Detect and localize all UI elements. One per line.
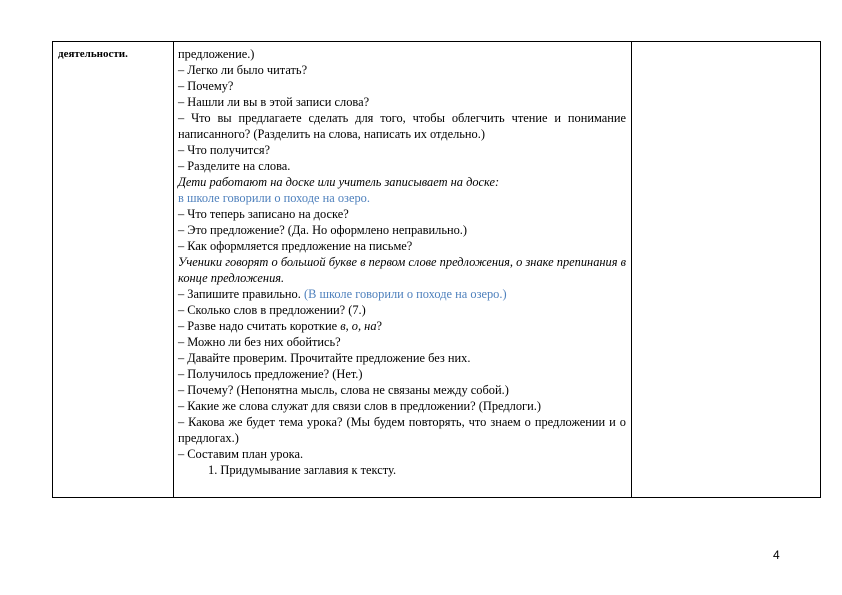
text-line: – Сколько слов в предложении? (7.) <box>178 303 366 317</box>
text-line: – Как оформляется предложение на письме? <box>178 239 413 253</box>
text-line: – Давайте проверим. Прочитайте предложение без них. <box>178 351 471 365</box>
column-divider <box>631 42 632 497</box>
lesson-table <box>52 41 821 498</box>
text-line: – Можно ли без них обойтись? <box>178 335 341 349</box>
page-number: 4 <box>773 548 780 562</box>
text-fragment: – Разве надо считать короткие <box>178 319 338 333</box>
text-line <box>178 286 626 302</box>
text-line <box>178 318 626 334</box>
text-line: – Получилось предложение? (Нет.) <box>178 367 363 381</box>
text-line: – Почему? (Непонятна мысль, слова не связаны между собой.) <box>178 383 509 397</box>
text-line: – Разделите на слова. <box>178 159 291 173</box>
text-line: – Это предложение? (Да. Но оформлено неправильно.) <box>178 223 468 237</box>
text-line: – Почему? <box>178 79 234 93</box>
text-line: – Что вы предлагаете сделать для того, чтобы облегчить чтение и понимание написанного? (Разделить на слова, написать их отдельно.) <box>178 111 626 141</box>
column-divider <box>173 42 174 497</box>
text-line: – Легко ли было читать? <box>178 63 308 77</box>
italic-note: Дети работают на доске или учитель записывает на доске: <box>178 175 500 189</box>
text-line: предложение.) <box>178 47 255 61</box>
list-item: 1. Придумывание заглавия к тексту. <box>208 463 397 477</box>
corrected-sentence: (В школе говорили о походе на озеро.) <box>303 287 507 301</box>
italic-words: в, о, на <box>340 319 377 333</box>
content-cell <box>178 46 626 478</box>
text-line: – Нашли ли вы в этой записи слова? <box>178 95 370 109</box>
text-line: – Какова же будет тема урока? (Мы будем повторять, что знаем о предложении и о предлогах.) <box>178 415 626 445</box>
board-sentence: в школе говорили о походе на озеро. <box>178 191 370 205</box>
text-line: – Какие же слова служат для связи слов в предложении? (Предлоги.) <box>178 399 541 413</box>
stage-cell: деятельности. <box>58 48 128 60</box>
italic-note: Ученики говорят о большой букве в первом слове предложения, о знаке препинания в конце предложения. <box>178 255 626 285</box>
text-line: – Составим план урока. <box>178 447 304 461</box>
text-fragment: ? <box>376 319 383 333</box>
text-line: – Что теперь записано на доске? <box>178 207 349 221</box>
text-line: – Что получится? <box>178 143 271 157</box>
text-fragment: – Запишите правильно. <box>178 287 301 301</box>
